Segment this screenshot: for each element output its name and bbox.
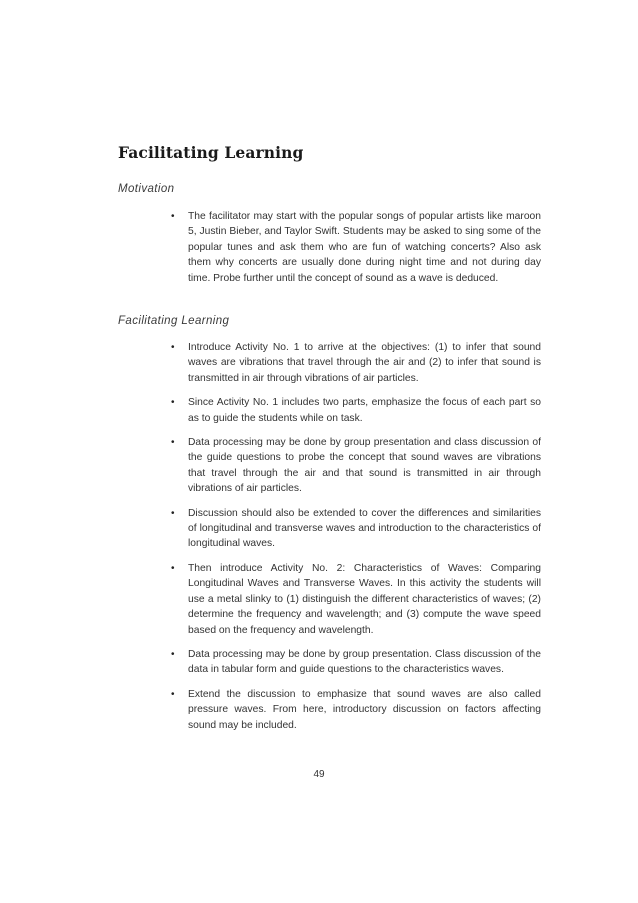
bullet-icon: • <box>171 688 175 700</box>
bullet-icon: • <box>171 342 175 353</box>
page-number: 49 <box>313 769 325 780</box>
motivation-bullet-list <box>171 209 541 295</box>
bullet-icon: • <box>171 507 175 519</box>
bullet-text: Introduce Activity No. 1 to arrive at the objectives: (1) to infer that sound waves are vibrations that travel through the air and (2) to infer that sound is transmitted in air through vibrations of air particles. <box>188 342 541 384</box>
section-heading-facilitating-learning: Facilitating Learning <box>118 315 230 327</box>
list-item <box>171 209 541 286</box>
bullet-text: Extend the discussion to emphasize that sound waves are also called pressure waves. From here, introductory discussion on factors affecting sound may be included. <box>188 688 541 731</box>
list-item <box>171 647 541 678</box>
bullet-text: Data processing may be done by group presentation. Class discussion of the data in tabular form and guide questions to the characteristics waves. <box>188 648 541 676</box>
bullet-icon: • <box>171 648 175 660</box>
list-item <box>171 687 541 733</box>
list-item <box>171 435 541 497</box>
list-item <box>171 340 541 386</box>
bullet-icon: • <box>171 562 175 574</box>
list-item <box>171 561 541 638</box>
bullet-icon: • <box>171 397 175 409</box>
bullet-text: Discussion should also be extended to cover the differences and similarities of longitudinal and transverse waves and introduction to the characteristics of longitudinal waves. <box>188 507 541 550</box>
bullet-icon: • <box>171 437 175 449</box>
page-title: Facilitating Learning <box>118 143 304 162</box>
list-item <box>171 395 541 426</box>
list-item <box>171 506 541 552</box>
bullet-text: Then introduce Activity No. 2: Characteristics of Waves: Comparing Longitudinal Waves and Transverse Waves. In this activity the students will use a metal slinky to (1) distinguish the different characteristics of waves; (2) determine the frequency and wavelength; and (3) compute the wave speed based on the frequency and wavelength. <box>188 562 541 636</box>
bullet-text: The facilitator may start with the popular songs of popular artists like maroon 5, Justin Bieber, and Taylor Swift. Students may be asked to sing some of the popular tunes and ask them who are fun of watching concerts? Also ask them why concerts are usually done during night time and not during day time. Probe further until the concept of sound as a wave is deduced. <box>188 211 541 284</box>
bullet-text: Data processing may be done by group presentation and class discussion of the guide questions to probe the concept that sound waves are vibrations that travel through the air and that sound is transmitted in air through vibrations of air particles. <box>188 437 541 495</box>
bullet-icon: • <box>171 211 175 222</box>
section-heading-motivation: Motivation <box>118 183 175 195</box>
bullet-text: Since Activity No. 1 includes two parts, emphasize the focus of each part so as to guide the students while on task. <box>188 397 541 424</box>
facilitating-bullet-list <box>171 340 541 742</box>
